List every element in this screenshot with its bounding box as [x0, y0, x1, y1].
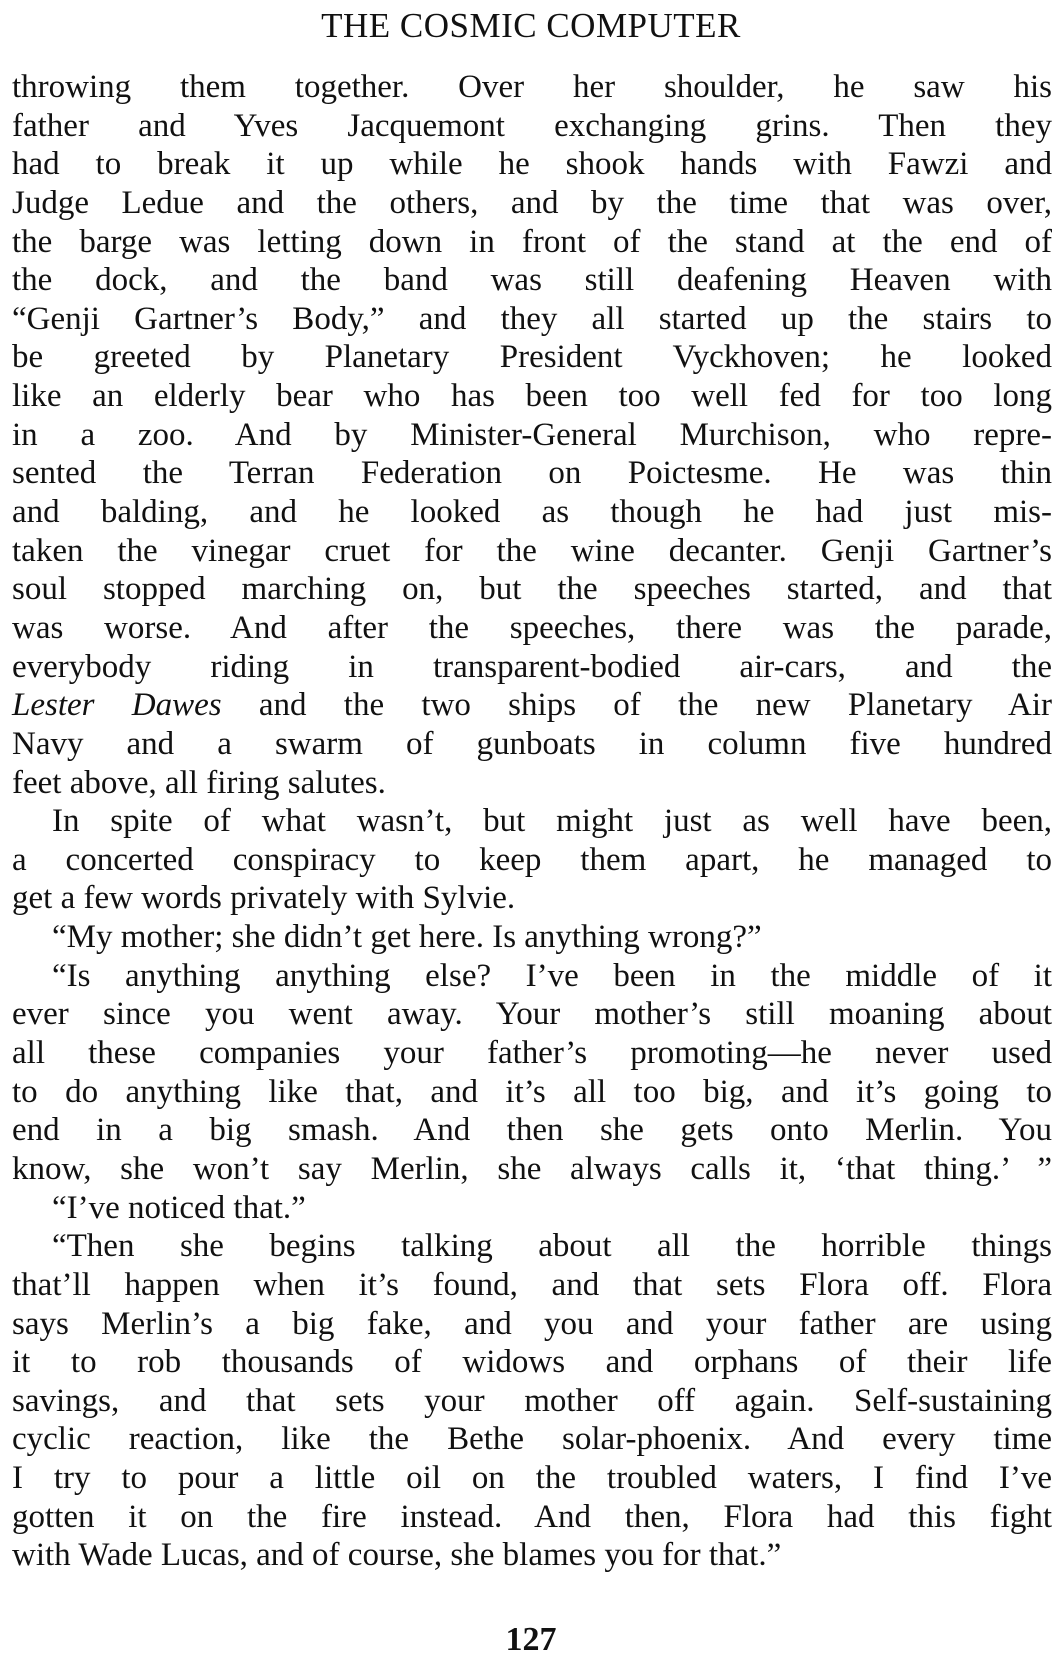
text-line: a concerted conspiracy to keep them apart, he managed to: [12, 841, 1052, 878]
text-line: “Is anything anything else? I’ve been in the middle of it: [52, 957, 1052, 994]
text-line: the barge was letting down in front of the stand at the end of: [12, 223, 1052, 260]
text-line: I try to pour a little oil on the troubled waters, I find I’ve: [12, 1460, 1052, 1497]
text-line: it to rob thousands of widows and orphans of their life: [12, 1344, 1052, 1381]
text-line: “My mother; she didn’t get here. Is anything wrong?”: [52, 919, 762, 956]
text-line: says Merlin’s a big fake, and you and your father are using: [12, 1305, 1052, 1342]
text-line: and balding, and he looked as though he had just mis-: [12, 494, 1052, 531]
text-line: all these companies your father’s promoting—he never used: [12, 1035, 1052, 1072]
text-line: be greeted by Planetary President Vyckhoven; he looked: [12, 339, 1052, 376]
text-line: the dock, and the band was still deafening Heaven with: [12, 262, 1052, 299]
text-line: gotten it on the fire instead. And then, Flora had this fight: [12, 1498, 1052, 1535]
text-line: end in a big smash. And then she gets onto Merlin. You: [12, 1112, 1052, 1149]
text-line: “I’ve noticed that.”: [52, 1189, 306, 1226]
text-line: was worse. And after the speeches, there was the parade,: [12, 609, 1052, 646]
text-line: get a few words privately with Sylvie.: [12, 880, 516, 917]
running-title: THE COSMIC COMPUTER: [321, 6, 741, 45]
text-line: like an elderly bear who has been too well fed for too long: [12, 378, 1052, 415]
text-line: to do anything like that, and it’s all too big, and it’s going to: [12, 1073, 1052, 1110]
text-line: savings, and that sets your mother off again. Self-sustaining: [12, 1382, 1052, 1419]
text-line: throwing them together. Over her shoulder, he saw his: [12, 69, 1052, 105]
text-line: father and Yves Jacquemont exchanging grins. Then they: [12, 107, 1052, 144]
text-line: “Genji Gartner’s Body,” and they all started up the stairs to: [12, 300, 1052, 337]
text-line: [12, 686, 1052, 725]
text-line: ever since you went away. Your mother’s still moaning about: [12, 996, 1052, 1033]
text-line: know, she won’t say Merlin, she always calls it, ‘that thing.’ ”: [12, 1150, 1052, 1187]
text-line: in a zoo. And by Minister-General Murchison, who repre-: [12, 416, 1052, 453]
body-text: [12, 68, 1052, 1575]
text-line: with Wade Lucas, and of course, she blames you for that.”: [12, 1537, 782, 1574]
text-line: Judge Ledue and the others, and by the time that was over,: [12, 184, 1052, 221]
text-line: sented the Terran Federation on Poictesme. He was thin: [12, 455, 1052, 492]
page-number: 127: [505, 1621, 557, 1658]
text-line: everybody riding in transparent-bodied air-cars, and the: [12, 648, 1052, 685]
text-line: feet above, all firing salutes.: [12, 764, 386, 801]
text-line: “Then she begins talking about all the horrible things: [52, 1228, 1052, 1265]
ship-name: Lester Dawes: [12, 687, 222, 724]
text-line: taken the vinegar cruet for the wine decanter. Genji Gartner’s: [12, 532, 1052, 569]
text-line: had to break it up while he shook hands with Fawzi and: [12, 146, 1052, 183]
text-line: In spite of what wasn’t, but might just as well have been,: [52, 803, 1052, 840]
text-line-rest: and the two ships of the new Planetary Air: [221, 687, 1052, 724]
text-line: that’ll happen when it’s found, and that sets Flora off. Flora: [12, 1266, 1052, 1303]
text-line: soul stopped marching on, but the speeches started, and that: [12, 571, 1052, 608]
text-line: cyclic reaction, like the Bethe solar-phoenix. And every time: [12, 1421, 1052, 1458]
text-line: Navy and a swarm of gunboats in column five hundred: [12, 725, 1052, 762]
